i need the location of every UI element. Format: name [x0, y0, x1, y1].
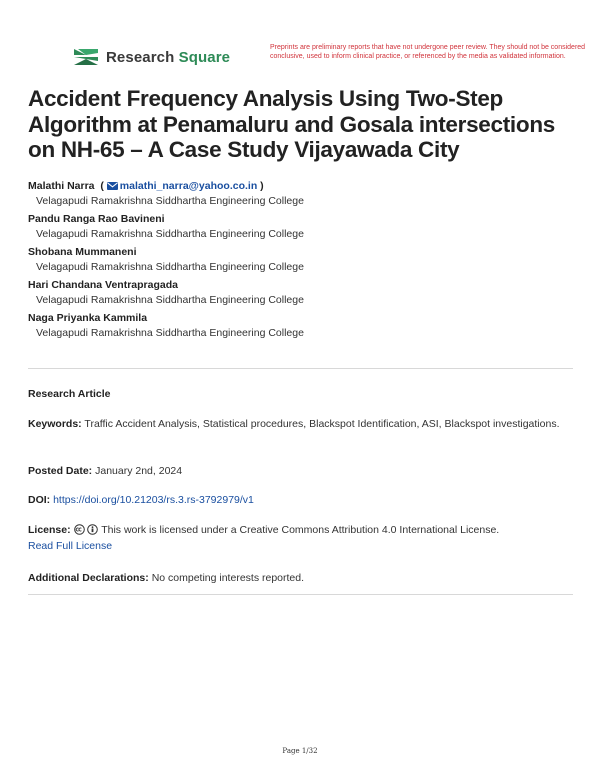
license-text: This work is licensed under a Creative Commons Attribution 4.0 International License.	[101, 524, 500, 536]
author-name: Shobana Mummaneni	[28, 246, 137, 258]
author-affiliation: Velagapudi Ramakrishna Siddhartha Engineering College	[36, 327, 304, 339]
doi	[28, 492, 568, 508]
preprint-disclaimer: Preprints are preliminary reports that have not undergone peer review. They should not be considered conclusive, used to inform clinical practice, or referenced by the media as validated information.	[270, 44, 586, 60]
posted-date-label: Posted Date:	[28, 465, 93, 477]
research-square-logo[interactable]	[72, 46, 230, 68]
logo-text: Research Square	[106, 48, 231, 66]
author-email-link[interactable]: malathi_narra@yahoo.co.in	[119, 180, 258, 192]
additional-declarations	[28, 570, 568, 586]
author-entry	[28, 246, 568, 274]
mail-icon	[107, 182, 118, 190]
creative-commons-icon	[74, 524, 85, 535]
author-affiliation: Velagapudi Ramakrishna Siddhartha Engineering College	[36, 261, 304, 273]
read-full-license-link[interactable]: Read Full License	[28, 540, 113, 552]
divider	[28, 368, 573, 369]
author-affiliation: Velagapudi Ramakrishna Siddhartha Engineering College	[36, 294, 304, 306]
paper-title: Accident Frequency Analysis Using Two-Step Algorithm at Penamaluru and Gosala intersections on NH-65 – A Case Study Vijayawada City	[28, 86, 555, 162]
keywords	[28, 416, 568, 432]
author-entry	[28, 213, 568, 241]
author-entry	[28, 180, 568, 208]
keywords-value: Traffic Accident Analysis, Statistical procedures, Blackspot Identification, ASI, Blackspot investigations.	[84, 418, 560, 430]
author-email-wrap: ( malathi_narra@yahoo.co.in )	[97, 180, 264, 192]
license	[28, 522, 568, 554]
posted-date	[28, 463, 568, 479]
research-square-logo-icon	[72, 46, 100, 68]
divider	[28, 594, 573, 595]
author-entry	[28, 312, 568, 340]
attribution-icon	[87, 524, 98, 535]
license-label: License:	[28, 524, 71, 536]
article-type: Research Article	[28, 388, 111, 400]
author-name: Naga Priyanka Kammila	[28, 312, 148, 324]
posted-date-value: January 2nd, 2024	[95, 465, 183, 477]
doi-link[interactable]: https://doi.org/10.21203/rs.3.rs-3792979/v1	[53, 494, 254, 506]
author-entry	[28, 279, 568, 307]
declarations-label: Additional Declarations:	[28, 572, 149, 584]
declarations-value: No competing interests reported.	[151, 572, 305, 584]
author-affiliation: Velagapudi Ramakrishna Siddhartha Engineering College	[36, 195, 304, 207]
author-list	[28, 180, 568, 345]
doi-label: DOI:	[28, 494, 51, 506]
author-name: Hari Chandana Ventrapragada	[28, 279, 178, 291]
page-number: Page 1/32	[282, 747, 318, 755]
author-name: Malathi Narra ( malathi_narra@yahoo.co.in )	[28, 180, 264, 192]
author-name: Pandu Ranga Rao Bavineni	[28, 213, 165, 225]
keywords-label: Keywords:	[28, 418, 82, 430]
author-affiliation: Velagapudi Ramakrishna Siddhartha Engineering College	[36, 228, 304, 240]
page-header	[72, 44, 586, 76]
